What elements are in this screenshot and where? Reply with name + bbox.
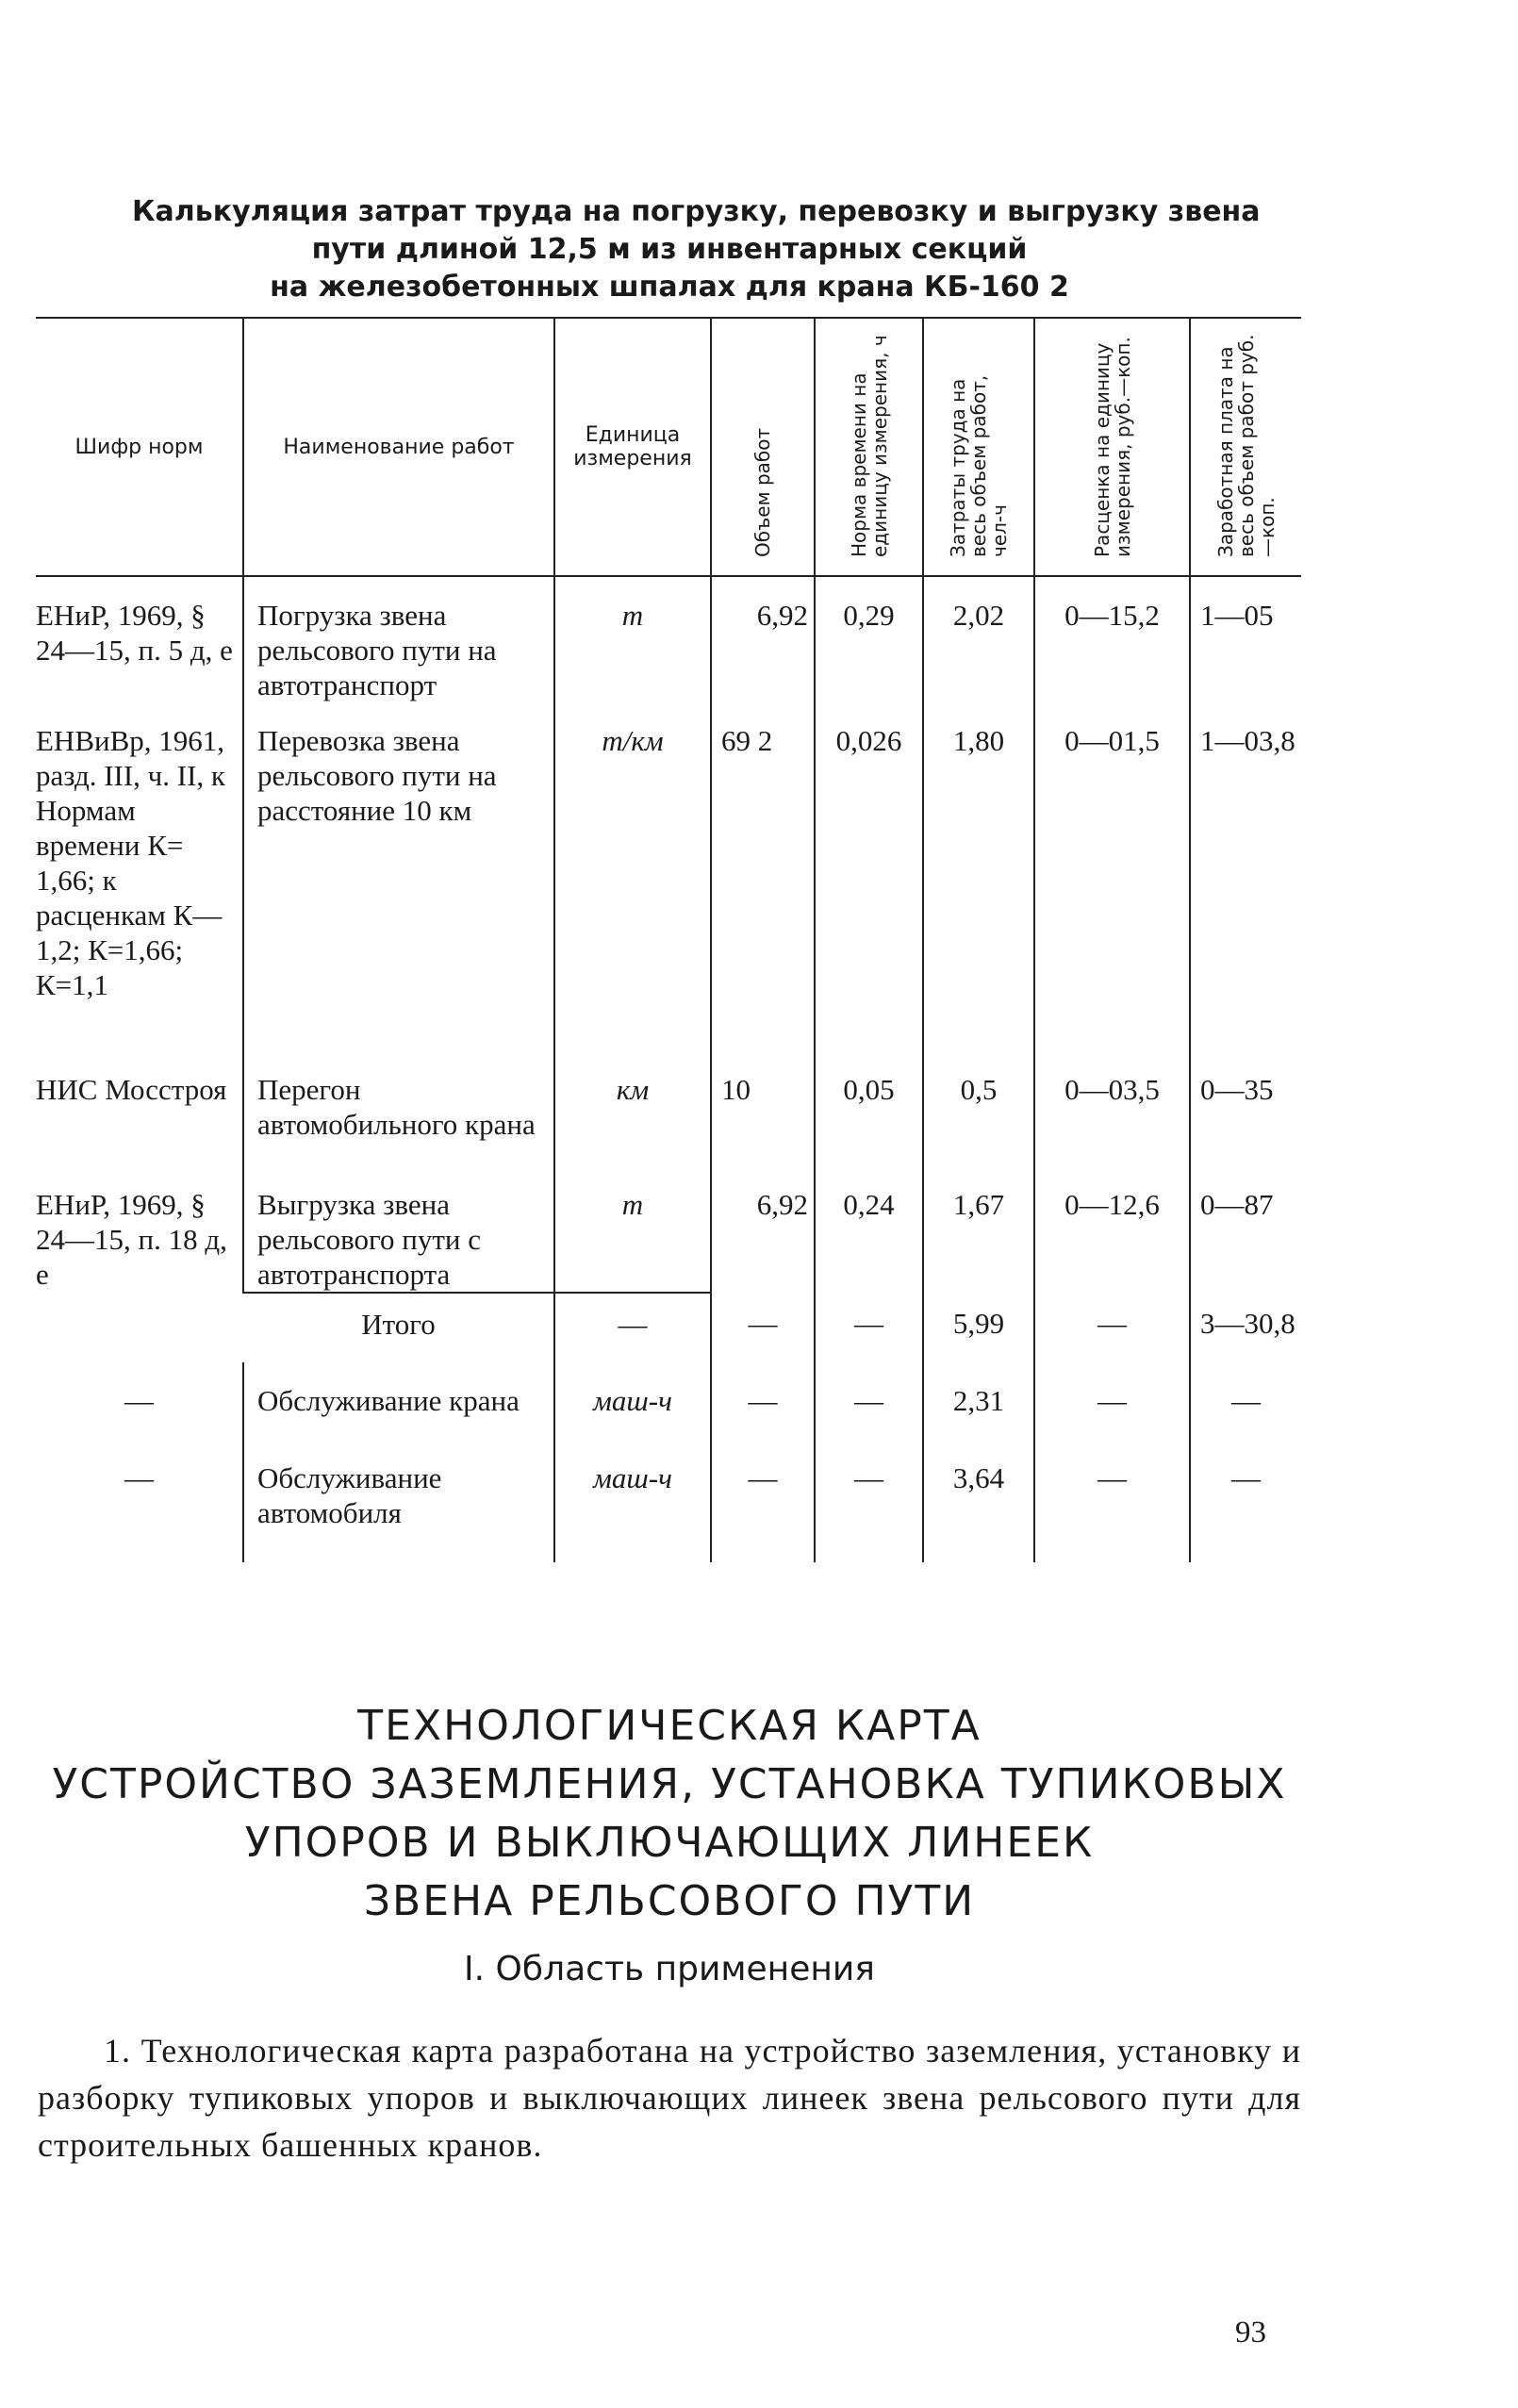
- cell-rate: 0—03,5: [1034, 1051, 1190, 1166]
- cell-norm: —: [815, 1293, 923, 1362]
- cell-norm: 0,29: [815, 576, 923, 702]
- title-line: УПОРОВ И ВЫКЛЮЧАЮЩИХ ЛИНЕЕК: [244, 1819, 1095, 1867]
- cell-unit: —: [554, 1293, 711, 1362]
- cell-name: Обслуживание автомобиля: [243, 1440, 554, 1562]
- cell-norm: 0,05: [815, 1051, 923, 1166]
- cell-code: НИС Мосстроя: [36, 1073, 227, 1106]
- cell-rate: 0—12,6: [1034, 1166, 1190, 1293]
- header-volume-text: Объем работ: [751, 427, 774, 557]
- cell-rate: 0—15,2: [1034, 576, 1190, 702]
- header-code: Шифр норм: [74, 435, 204, 459]
- table-header-row: [36, 318, 1301, 576]
- cell-labor: 5,99: [923, 1293, 1034, 1362]
- header-rate-text: Расценка на единицу измерения, руб.—коп.: [1090, 337, 1134, 557]
- cell-name: Перегон автомобильного крана: [243, 1051, 554, 1166]
- cell-unit: т: [554, 576, 711, 702]
- cell-labor: 2,31: [923, 1362, 1034, 1440]
- cell-volume: —: [711, 1293, 815, 1362]
- header-norm: [815, 318, 923, 576]
- cell-labor: 1,80: [923, 702, 1034, 1051]
- cell-code: ЕНиР, 1969, § 24—15, п. 18 д, е: [36, 1188, 227, 1291]
- title-line: ТЕХНОЛОГИЧЕСКАЯ КАРТА: [357, 1702, 982, 1750]
- cell-norm: —: [815, 1440, 923, 1562]
- cell-rate: 0—01,5: [1034, 702, 1190, 1051]
- cell-code: ЕНВиВр, 1961, разд. III, ч. II, к Нормам времени К= 1,66; к расценкам К—1,2; К=1,66; К=1,1: [36, 724, 225, 1001]
- header-name: Наименование работ: [243, 318, 554, 576]
- section-heading: I. Область применения: [464, 1950, 875, 1988]
- table-total-row: [36, 1293, 1301, 1362]
- table-row: [36, 1051, 1301, 1166]
- cell-norm: —: [815, 1362, 923, 1440]
- cell-wage: 3—30,8: [1190, 1293, 1301, 1362]
- labor-cost-table: [36, 317, 1301, 1562]
- cell-labor: 3,64: [923, 1440, 1034, 1562]
- title-line: ЗВЕНА РЕЛЬСОВОГО ПУТИ: [363, 1877, 976, 1925]
- caption-line: Калькуляция затрат труда на погрузку, перевозку и выгрузку звена: [132, 195, 1261, 228]
- table-row: [36, 1362, 1301, 1440]
- cell-code: ЕНиР, 1969, § 24—15, п. 5 д, е: [36, 599, 233, 667]
- cell-wage: —: [1190, 1440, 1301, 1562]
- cell-volume: 10: [711, 1051, 815, 1166]
- header-rate: [1034, 318, 1190, 576]
- cell-volume: —: [711, 1362, 815, 1440]
- header-wage: [1190, 318, 1301, 576]
- cell-name: Выгрузка звена рельсового пути с автотранспорта: [243, 1166, 554, 1293]
- header-labor: [923, 318, 1034, 576]
- cell-labor: 2,02: [923, 576, 1034, 702]
- cell-unit: км: [554, 1051, 711, 1166]
- cell-norm: 0,026: [815, 702, 923, 1051]
- header-wage-text: Заработная плата на весь объем работ руб.—коп.: [1213, 334, 1279, 557]
- cell-code: —: [124, 1461, 154, 1494]
- cell-name: Погрузка звена рельсового пути на автотранспорт: [243, 576, 554, 702]
- cell-volume: 6,92: [711, 1166, 815, 1293]
- cell-rate: —: [1034, 1362, 1190, 1440]
- table-row: [36, 576, 1301, 702]
- cell-code: [36, 1293, 243, 1362]
- caption-line: пути длиной 12,5 м из инвентарных секций: [311, 233, 1028, 266]
- cell-unit: т/км: [554, 702, 711, 1051]
- cell-unit: маш-ч: [554, 1362, 711, 1440]
- cell-volume: 6,92: [711, 576, 815, 702]
- cell-volume: —: [711, 1440, 815, 1562]
- cell-volume: 69 2: [711, 702, 815, 1051]
- cell-wage: —: [1190, 1362, 1301, 1440]
- cell-labor: 1,67: [923, 1166, 1034, 1293]
- page-number: 93: [1235, 2316, 1266, 2350]
- header-labor-text: Затраты труда на весь объем работ, чел-ч: [947, 374, 1011, 557]
- cell-rate: —: [1034, 1293, 1190, 1362]
- header-norm-text: Норма времени на единицу измерения, ч: [847, 335, 891, 557]
- cell-wage: 0—35: [1190, 1051, 1301, 1166]
- cell-wage: 1—05: [1190, 576, 1301, 702]
- cell-norm: 0,24: [815, 1166, 923, 1293]
- title-line: УСТРОЙСТВО ЗАЗЕМЛЕНИЯ, УСТАНОВКА ТУПИКОВЫХ: [52, 1760, 1287, 1808]
- table-caption: [132, 193, 1261, 306]
- cell-wage: 0—87: [1190, 1166, 1301, 1293]
- cell-name: Итого: [243, 1293, 554, 1362]
- cell-name: Обслуживание крана: [243, 1362, 554, 1440]
- cell-code: —: [124, 1384, 154, 1417]
- cell-unit: т: [554, 1166, 711, 1293]
- header-volume: [711, 318, 815, 576]
- table-row: [36, 702, 1301, 1051]
- tech-map-title: [38, 1697, 1301, 1931]
- cell-unit: маш-ч: [554, 1440, 711, 1562]
- body-paragraph: 1. Технологическая карта разработана на устройство заземления, установку и разборку тупиковых упоров и выключающих линеек звена рельсового пути для строительных башенных кранов.: [38, 2032, 1301, 2164]
- header-unit: Единица измерения: [554, 318, 711, 576]
- cell-name: Перевозка звена рельсового пути на расстояние 10 км: [243, 702, 554, 1051]
- cell-labor: 0,5: [923, 1051, 1034, 1166]
- table-row: [36, 1166, 1301, 1293]
- table-row: [36, 1440, 1301, 1562]
- caption-line: на железобетонных шпалах для крана КБ-160 2: [270, 271, 1069, 304]
- cell-rate: —: [1034, 1440, 1190, 1562]
- cell-wage: 1—03,8: [1190, 702, 1301, 1051]
